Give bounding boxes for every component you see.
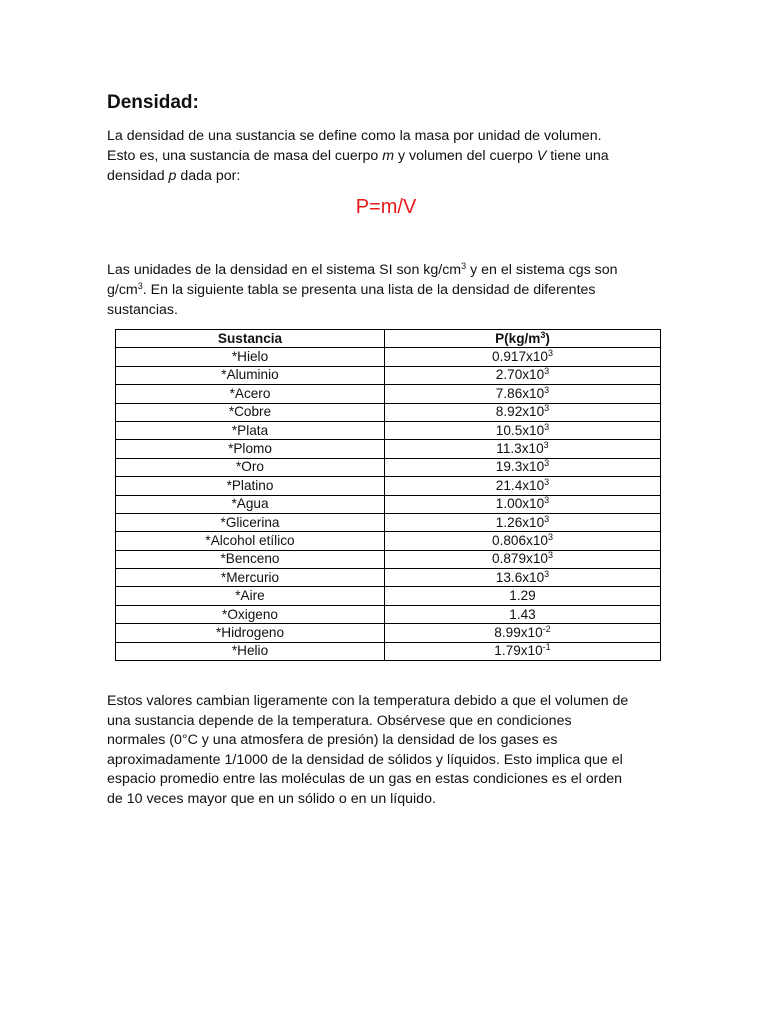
table-row xyxy=(116,605,661,623)
closing-line-5: espacio promedio entre las moléculas de un gas en estas condiciones es el orden xyxy=(107,771,623,787)
density-value: 1.43 xyxy=(509,606,536,622)
density-cell xyxy=(385,550,661,568)
density-value: 1.00x10 xyxy=(495,496,545,512)
density-exponent: 3 xyxy=(547,348,553,359)
density-cell xyxy=(385,458,661,476)
units-text-e: sustancias. xyxy=(107,302,178,318)
density-exponent: 3 xyxy=(544,513,550,524)
substance-cell: *Hidrogeno xyxy=(116,624,385,642)
density-cell xyxy=(385,587,661,605)
density-exponent: -2 xyxy=(542,623,551,634)
density-value: 8.99x10 xyxy=(494,624,543,640)
header-density-label: P(kg/m xyxy=(495,330,541,346)
density-exponent: -1 xyxy=(542,642,551,653)
units-exponent-2: 3 xyxy=(137,281,143,291)
table-row xyxy=(116,458,661,476)
substance-cell: *Plata xyxy=(116,421,385,439)
intro-line-2a: Esto es, una sustancia de masa del cuerpo xyxy=(107,148,383,164)
density-exponent: 3 xyxy=(547,550,553,561)
table-row xyxy=(116,532,661,550)
density-cell xyxy=(385,348,661,366)
density-value: 0.806x10 xyxy=(492,532,548,548)
density-cell xyxy=(385,440,661,458)
volume-symbol: V xyxy=(536,148,547,164)
units-paragraph xyxy=(107,260,667,320)
substance-cell: *Aire xyxy=(116,587,385,605)
density-cell xyxy=(385,403,661,421)
density-value: 1.29 xyxy=(509,588,536,604)
intro-paragraph xyxy=(107,126,667,186)
density-cell xyxy=(385,605,661,623)
density-formula: P=m/V xyxy=(355,196,417,218)
substance-cell: *Glicerina xyxy=(116,513,385,531)
header-density-exponent: 3 xyxy=(540,329,546,340)
closing-line-1: Estos valores cambian ligeramente con la temperatura debido a que el volumen de xyxy=(107,693,629,709)
density-cell xyxy=(385,513,661,531)
table-row xyxy=(116,624,661,642)
density-cell xyxy=(385,366,661,384)
density-cell xyxy=(385,532,661,550)
substance-cell: *Aluminio xyxy=(116,366,385,384)
table-row xyxy=(116,569,661,587)
density-value: 1.79x10 xyxy=(494,643,543,659)
density-exponent: 3 xyxy=(544,476,550,487)
substance-cell: *Oxigeno xyxy=(116,605,385,623)
substance-cell: *Benceno xyxy=(116,550,385,568)
density-value: 19.3x10 xyxy=(495,459,545,475)
density-value: 13.6x10 xyxy=(495,569,545,585)
intro-line-1: La densidad de una sustancia se define como la masa por unidad de volumen. xyxy=(107,128,602,144)
density-value: 11.3x10 xyxy=(496,441,544,457)
density-exponent: 3 xyxy=(544,384,550,395)
table-row xyxy=(116,385,661,403)
mass-symbol: m xyxy=(382,148,395,164)
substance-cell: *Plomo xyxy=(116,440,385,458)
density-value: 0.917x10 xyxy=(492,349,548,365)
closing-line-2: una sustancia depende de la temperatura. Obsérvese que en condiciones xyxy=(107,712,572,729)
substance-cell: *Helio xyxy=(116,642,385,660)
substance-cell: *Hielo xyxy=(116,348,385,366)
density-value: 0.879x10 xyxy=(492,551,548,567)
units-text-b: y en el sistema cgs son xyxy=(466,262,618,278)
substance-cell: *Mercurio xyxy=(116,569,385,587)
table-row xyxy=(116,477,661,495)
density-symbol: p xyxy=(168,168,177,184)
density-value: 8.92x10 xyxy=(495,404,545,420)
density-exponent: 3 xyxy=(547,531,553,542)
substance-cell: *Oro xyxy=(116,458,385,476)
table-row xyxy=(116,403,661,421)
closing-line-3: normales (0°C y una atmosfera de presión) la densidad de los gases es xyxy=(107,732,558,748)
table-row xyxy=(116,366,661,384)
units-text-d: . En la siguiente tabla se presenta una lista de la densidad de diferentes xyxy=(142,282,596,298)
table-row xyxy=(116,513,661,531)
table-row xyxy=(116,421,661,439)
intro-line-3a: densidad xyxy=(107,168,169,184)
closing-paragraph xyxy=(107,692,667,809)
closing-line-6: de 10 veces mayor que en un sólido o en un líquido. xyxy=(107,790,436,807)
header-density-close: ) xyxy=(545,330,550,346)
intro-line-2b: y volumen del cuerpo xyxy=(394,148,537,164)
units-text-a: Las unidades de la densidad en el sistema SI son kg/cm xyxy=(107,262,462,278)
density-cell xyxy=(385,385,661,403)
density-value: 10.5x10 xyxy=(495,422,545,438)
density-exponent: 3 xyxy=(543,440,549,451)
density-value: 21.4x10 xyxy=(495,477,545,493)
density-exponent: 3 xyxy=(544,495,550,506)
density-exponent: 3 xyxy=(544,421,550,432)
substance-cell: *Platino xyxy=(116,477,385,495)
units-exponent-1: 3 xyxy=(461,261,467,271)
density-cell xyxy=(385,477,661,495)
density-exponent: 3 xyxy=(544,403,550,414)
density-value: 2.70x10 xyxy=(495,367,545,383)
substance-cell: *Acero xyxy=(116,385,385,403)
header-substance: Sustancia xyxy=(116,330,385,348)
table-row xyxy=(116,550,661,568)
substance-cell: *Agua xyxy=(116,495,385,513)
density-exponent: 3 xyxy=(544,366,550,377)
density-exponent: 3 xyxy=(544,568,550,579)
density-cell xyxy=(385,495,661,513)
density-cell xyxy=(385,624,661,642)
table-body xyxy=(116,348,661,661)
density-cell xyxy=(385,569,661,587)
table-row xyxy=(116,495,661,513)
substance-cell: *Alcohol etílico xyxy=(116,532,385,550)
page-title: Densidad: xyxy=(107,92,199,113)
table-row xyxy=(116,587,661,605)
intro-line-2c: tiene una xyxy=(546,148,609,164)
table-header-row xyxy=(116,330,661,348)
header-density xyxy=(385,330,661,348)
density-value: 1.26x10 xyxy=(495,514,545,530)
units-text-c: g/cm xyxy=(107,282,138,298)
table-row xyxy=(116,642,661,660)
substance-cell: *Cobre xyxy=(116,403,385,421)
closing-line-4: aproximadamente 1/1000 de la densidad de sólidos y líquidos. Esto implica que el xyxy=(107,751,623,768)
density-value: 7.86x10 xyxy=(495,385,545,401)
density-cell xyxy=(385,642,661,660)
intro-line-3b: dada por: xyxy=(176,168,241,184)
density-table xyxy=(115,329,661,661)
table-row xyxy=(116,440,661,458)
table-row xyxy=(116,348,661,366)
density-cell xyxy=(385,421,661,439)
density-exponent: 3 xyxy=(544,458,550,469)
